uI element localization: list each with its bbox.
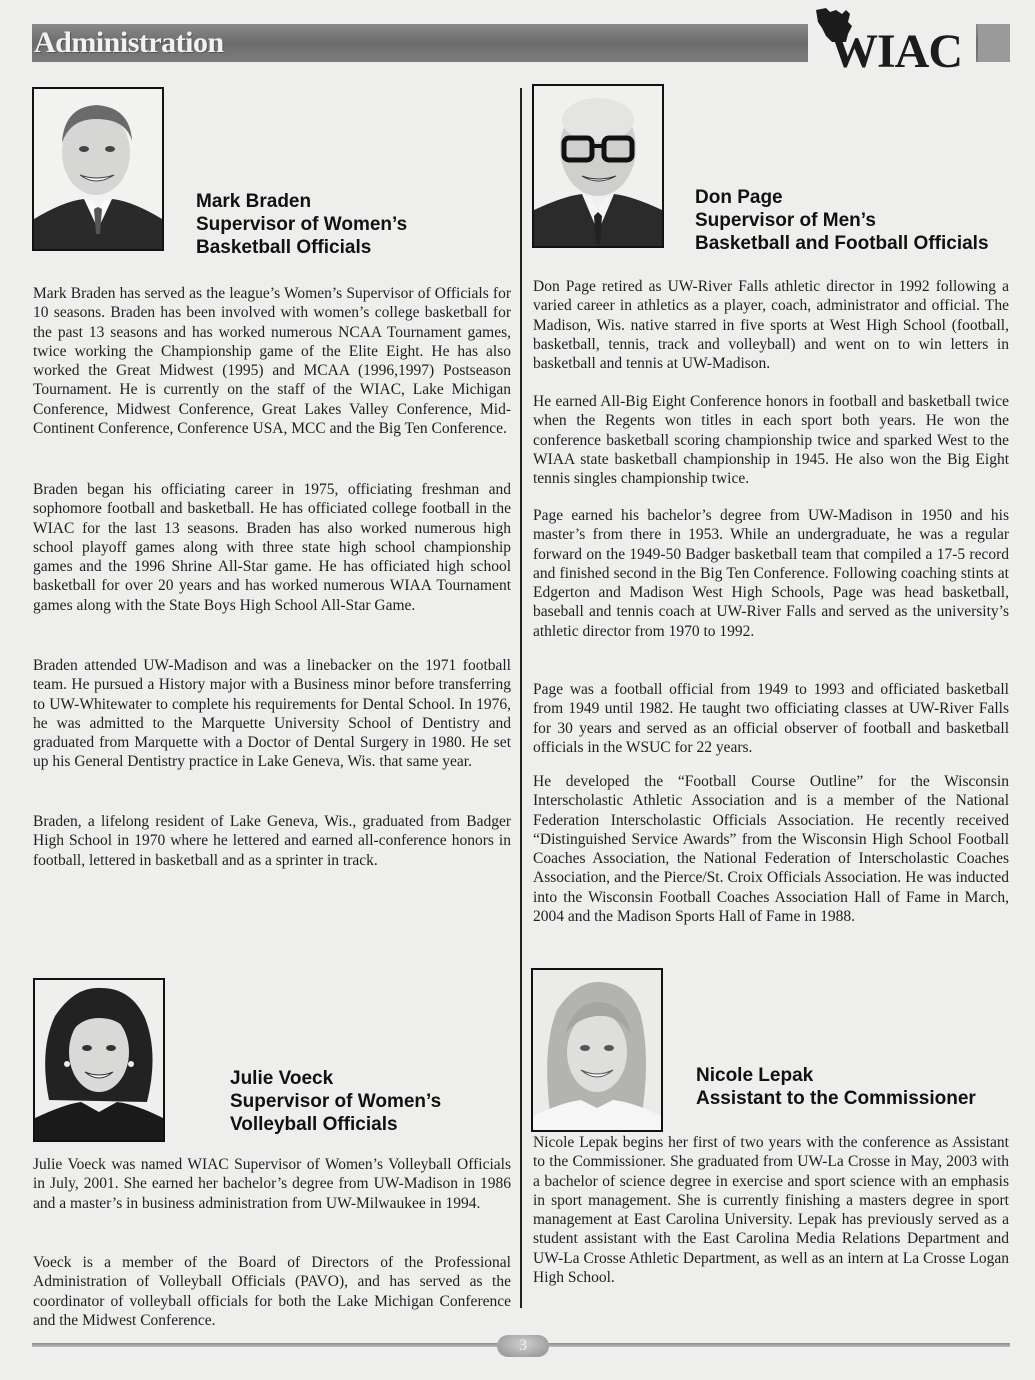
don-page-heading: [695, 186, 989, 255]
mark-braden-heading: [196, 190, 407, 259]
profile-title-line2: Volleyball Officials: [230, 1114, 398, 1135]
voeck-paragraph-2: Voeck is a member of the Board of Directors of the Professional Administration of Volleyball Officials (PAVO), and has served as the coordinator of volleyball officials for both the Lake Michigan Conference and the Midwest Conference.: [33, 1254, 511, 1329]
page-paragraph-5: He developed the “Football Course Outline” for the Wisconsin Interscholastic Athletic Association and is a member of the National Federation Interscholastic Officials Association. He recently received “Distinguished Service Awards” from the Wisconsin High School Football Coaches Association, the National Federation of Interscholastic Coaches Association, and the Pierce/St. Croix Officials Association. He was inducted into the Wisconsin Football Coaches Association Hall of Fame in March, 2004 and the Madison Sports Hall of Fame in 1988.: [533, 773, 1009, 926]
braden-paragraph-2: Braden began his officiating career in 1975, officiating freshman and sophomore football and basketball. He has officiated college football in the WIAC for the last 13 seasons. Braden has also worked numerous high school playoff games along with three state high school championship games and the 1996 Shrine All-Star game. He has officiated high school basketball for over 20 years and has worked numerous WIAA Tournament games along with the State Boys High School All-Star Game.: [33, 481, 511, 614]
braden-paragraph-3: Braden attended UW-Madison and was a linebacker on the 1971 football team. He pursued a History major with a Business minor before transferring to UW-Whitewater to complete his requirements for Dental School. In 1976, he was admitted to the Marquette University School of Dentistry and graduated from Marquette with a Doctor of Dental Surgery in 1980. He set up his General Dentistry practice in Lake Geneva, Wis. that same year.: [33, 657, 511, 771]
profile-name: Don Page: [695, 187, 783, 208]
profile-title-line2: Basketball Officials: [196, 237, 372, 258]
profile-title-line2: Basketball and Football Officials: [695, 233, 989, 254]
page-paragraph-3: Page earned his bachelor’s degree from UW-Madison in 1950 and his master’s from there in 1953. While an undergraduate, he was a regular forward on the 1949-50 Badger basketball team that compiled a 17-5 record and finished second in the Big Ten Conference. Following coaching stints at Edgerton and Madison West High Schools, Page was head basketball, baseball and tennis coach at UW-River Falls and served as the university’s athletic director from 1970 to 1992.: [533, 507, 1009, 640]
section-title: Administration: [34, 26, 224, 59]
header-bar-end: [978, 24, 1010, 62]
lepak-paragraph-1: Nicole Lepak begins her first of two years with the conference as Assistant to the Commissioner. She graduated from UW-La Crosse in May, 2003 with a bachelor of science degree in exercise and sport science with an emphasis in sport management. She is currently finishing a masters degree in sport management at East Carolina University. Lepak has previously served as a student assistant with the East Carolina Media Relations Department and UW-La Crosse Athletic Department, as well as an intern at La Crosse Logan High School.: [533, 1134, 1009, 1287]
portrait-woman-icon: [533, 970, 661, 1130]
profile-title-line1: Supervisor of Women’s: [230, 1091, 442, 1112]
voeck-paragraph-1: Julie Voeck was named WIAC Supervisor of Women’s Volleyball Officials in July, 2001. She earned her bachelor’s degree from UW-Madison in 1986 and a master’s in business administration from UW-Milwaukee in 1994.: [33, 1156, 511, 1212]
julie-voeck-heading: [230, 1067, 441, 1136]
braden-paragraph-4: Braden, a lifelong resident of Lake Geneva, Wis., graduated from Badger High School in 1970 where he lettered and earned all-conference honors in football, lettered in basketball and as a sprinter in track.: [33, 813, 511, 869]
profile-name: Nicole Lepak: [696, 1065, 814, 1086]
mark-braden-photo: [32, 87, 164, 251]
wiac-logo: WIAC: [830, 25, 963, 78]
profile-name: Mark Braden: [196, 191, 312, 212]
column-divider: [520, 88, 522, 1308]
page-paragraph-4: Page was a football official from 1949 to 1993 and officiated basketball from 1949 until 1982. He taught two officiating classes at UW-River Falls for 30 years and served as an official observer of football and basketball officials in the WSUC for 22 years.: [533, 681, 1009, 756]
page-paragraph-1: Don Page retired as UW-River Falls athletic director in 1992 following a varied career in athletics as a player, coach, administrator and official. The Madison, Wis. native starred in five sports at West High School (football, basketball, tennis, track and volleyball) and went on to win letters in basketball and tennis at UW-Madison.: [533, 278, 1009, 373]
don-page-photo: [532, 84, 664, 248]
page-number: 3: [497, 1335, 549, 1357]
profile-name: Julie Voeck: [230, 1068, 334, 1089]
portrait-woman-icon: [35, 980, 163, 1140]
profile-title-line1: Assistant to the Commissioner: [696, 1088, 976, 1109]
braden-paragraph-1: Mark Braden has served as the league’s Women’s Supervisor of Officials for 10 seasons. Braden has been involved with women’s college basketball for the past 13 seasons and has worked numerous NCAA Tournament games, twice working the Championship game of the Elite Eight. He has also worked the Great Midwest (1995) and MCAA (1996,1997) Postseason Tournament. He is currently on the staff of the WIAC, Lake Michigan Conference, Midwest Conference, Great Lakes Valley Conference, Mid-Continent Conference, Conference USA, MCC and the Big Ten Conference.: [33, 285, 511, 438]
nicole-lepak-photo: [531, 968, 663, 1132]
portrait-man-icon: [34, 89, 162, 249]
profile-title-line1: Supervisor of Women’s: [196, 214, 408, 235]
julie-voeck-photo: [33, 978, 165, 1142]
nicole-lepak-heading: [696, 1064, 976, 1110]
profile-title-line1: Supervisor of Men’s: [695, 210, 876, 231]
page-paragraph-2: He earned All-Big Eight Conference honors in football and basketball twice when the Regents won titles in each sport both years. He won the conference basketball scoring championship twice and sparked West to the WIAA state basketball championship in 1945. He also won the Big Eight tennis singles championship twice.: [533, 393, 1009, 488]
portrait-man-glasses-icon: [534, 86, 662, 246]
